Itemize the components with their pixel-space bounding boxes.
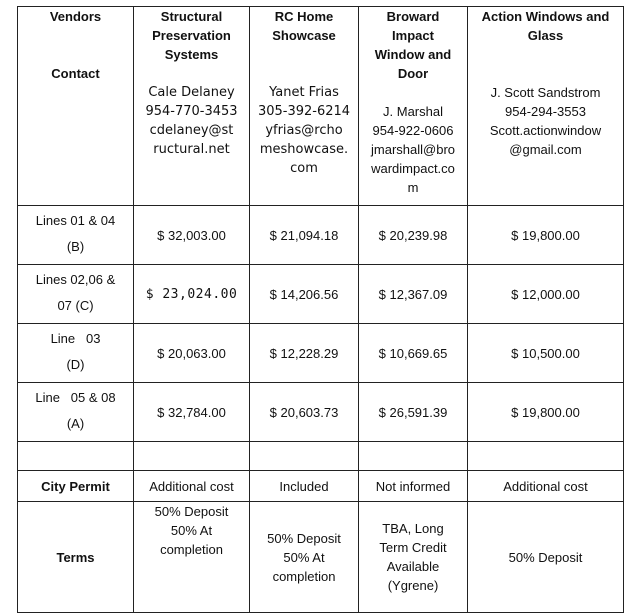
line-label-group: (A) [66,416,85,431]
price-cell: $ 20,603.73 [250,383,359,442]
line-item-label [18,383,134,442]
vendor-rc-home-cell [250,7,359,206]
terms-line: Term Credit [379,540,447,555]
price-cell: $ 19,800.00 [468,383,624,442]
vendor-name-line: Systems [164,47,219,62]
vendor-name-line: Door [397,66,429,81]
vendor-contact-name: Yanet Frias [269,85,339,100]
terms-line: Available [386,559,440,574]
terms-line: TBA, Long [382,521,444,536]
vendor-email-line: Scott.actionwindow [489,123,602,138]
empty-cell [18,442,134,471]
vendor-email-line: @gmail.com [509,142,582,157]
terms-cell [134,502,250,613]
vendor-email-line: meshowcase. [259,142,349,157]
price-cell: $ 12,367.09 [359,265,468,324]
vendor-action-windows-cell [468,7,624,206]
terms-line: (Ygrene) [387,578,439,593]
line-label-text: Line 05 & 08 [35,390,116,405]
terms-line: 50% At [283,549,325,565]
terms-line: 50% Deposit [154,504,229,519]
city-permit-label: City Permit [18,471,134,502]
terms-cell [250,502,359,613]
empty-cell [134,442,250,471]
line-item-label [18,206,134,265]
vendor-name-line: Glass [527,28,564,43]
city-permit-row [18,471,624,502]
vendor-phone: 954-294-3553 [505,104,586,119]
price-cell: $ 26,591.39 [359,383,468,442]
permit-cell: Additional cost [468,471,624,502]
vendor-contact-name: J. Marshal [383,104,443,119]
vendor-email-line: m [407,180,419,195]
price-cell: $ 32,784.00 [134,383,250,442]
line-label-group: (D) [66,357,85,372]
line-item-row [18,265,624,324]
permit-cell: Not informed [359,471,468,502]
vendor-header-row [18,7,624,206]
price-cell: $ 14,206.56 [250,265,359,324]
contact-label: Contact [51,66,100,81]
line-label-group: 07 (C) [57,298,94,313]
price-cell: $ 10,669.65 [359,324,468,383]
vendor-name-line: RC Home [274,9,334,24]
terms-label: Terms [18,502,134,613]
line-item-row [18,383,624,442]
terms-cell [468,502,624,613]
vendor-phone: 305-392-6214 [257,104,351,119]
price-cell: $ 21,094.18 [250,206,359,265]
vendor-broward-cell [359,7,468,206]
vendor-phone: 954-770-3453 [145,104,238,119]
terms-cell [359,502,468,613]
vendors-label: Vendors [49,9,102,24]
terms-line: 50% Deposit [508,549,583,565]
line-item-row [18,206,624,265]
vendor-contact-name: Cale Delaney [148,85,235,100]
vendor-bid-comparison-table [17,6,624,613]
price-cell: $ 20,239.98 [359,206,468,265]
empty-row [18,442,624,471]
vendor-phone: 954-922-0606 [372,123,454,138]
line-label-text: Lines 01 & 04 [35,213,116,228]
line-item-label [18,265,134,324]
vendor-contact-name: J. Scott Sandstrom [490,85,601,100]
terms-line: completion [160,542,223,557]
terms-row [18,502,624,613]
price-cell: $ 23,024.00 [134,265,250,324]
vendor-name-line: Action Windows and [481,9,610,24]
vendor-name-line: Window and [374,47,452,62]
vendor-name-line: Broward [386,9,440,24]
vendor-name-line: Impact [392,28,434,43]
vendor-structural-cell [134,7,250,206]
terms-line: completion [272,568,336,584]
price-cell: $ 19,800.00 [468,206,624,265]
row-labels-cell [18,7,134,206]
price-cell: $ 12,000.00 [468,265,624,324]
vendor-email-line: com [290,161,318,176]
permit-cell: Included [250,471,359,502]
permit-cell: Additional cost [134,471,250,502]
vendor-name-line: Showcase [272,28,336,43]
line-label-text: Lines 02,06 & [35,272,116,287]
line-label-text: Line 03 [50,331,101,346]
terms-line: 50% At [170,523,213,538]
vendor-name-line: Structural [160,9,223,24]
price-cell: $ 20,063.00 [134,324,250,383]
price-cell: $ 10,500.00 [468,324,624,383]
price-cell: $ 12,228.29 [250,324,359,383]
empty-cell [359,442,468,471]
vendor-name-line: Preservation [152,28,231,43]
empty-cell [468,442,624,471]
empty-cell [250,442,359,471]
vendor-email-line: cdelaney@st [149,123,234,138]
vendor-email-line: ructural.net [153,142,230,157]
line-label-group: (B) [66,239,85,254]
line-item-label [18,324,134,383]
terms-line: 50% Deposit [267,530,341,546]
vendor-email-line: yfrias@rcho [265,123,343,138]
price-cell: $ 32,003.00 [134,206,250,265]
vendor-email-line: jmarshall@bro [371,142,455,157]
vendor-email-line: wardimpact.co [371,161,455,176]
line-item-row [18,324,624,383]
